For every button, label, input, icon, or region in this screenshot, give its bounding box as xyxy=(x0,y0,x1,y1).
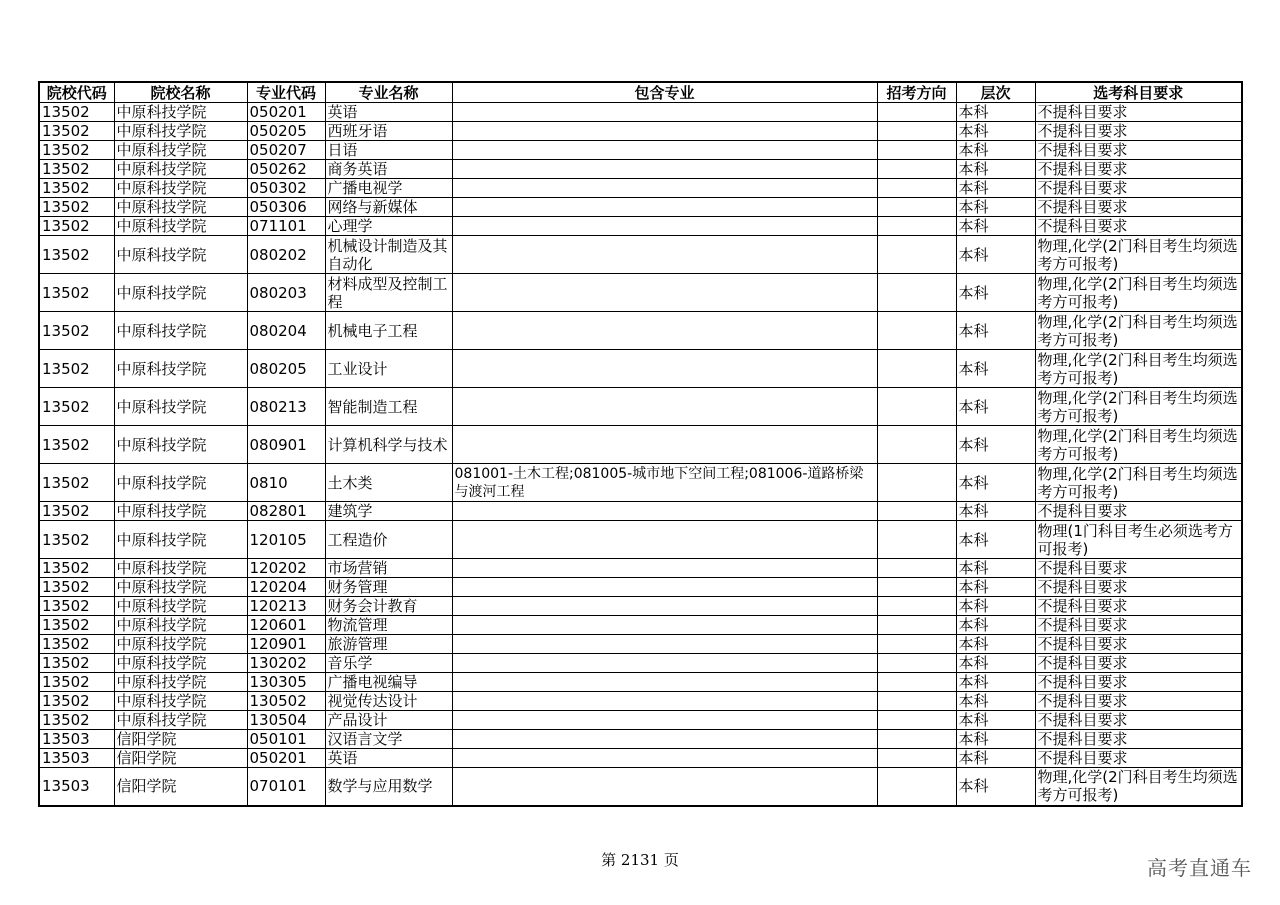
header-school-code: 院校代码 xyxy=(39,82,114,103)
cell-major-code: 120204 xyxy=(247,578,325,597)
table-row xyxy=(39,217,1242,236)
table-row xyxy=(39,635,1242,654)
cell-included-majors xyxy=(452,388,877,426)
cell-level: 本科 xyxy=(956,179,1035,198)
header-row xyxy=(39,82,1242,103)
cell-included-majors xyxy=(452,236,877,274)
cell-major-code: 130504 xyxy=(247,711,325,730)
cell-major-name: 计算机科学与技术 xyxy=(325,426,452,464)
cell-school-code: 13502 xyxy=(39,521,114,559)
cell-requirement: 物理,化学(2门科目考生均须选考方可报考) xyxy=(1035,312,1242,350)
cell-school-code: 13502 xyxy=(39,502,114,521)
cell-included-majors xyxy=(452,502,877,521)
header-level: 层次 xyxy=(956,82,1035,103)
cell-school-name: 中原科技学院 xyxy=(114,559,247,578)
cell-school-code: 13503 xyxy=(39,730,114,749)
cell-school-name: 中原科技学院 xyxy=(114,141,247,160)
cell-requirement: 不提科目要求 xyxy=(1035,711,1242,730)
cell-included-majors xyxy=(452,578,877,597)
cell-requirement: 不提科目要求 xyxy=(1035,578,1242,597)
cell-direction xyxy=(877,388,956,426)
cell-major-name: 工程造价 xyxy=(325,521,452,559)
cell-direction xyxy=(877,179,956,198)
cell-level: 本科 xyxy=(956,464,1035,502)
cell-direction xyxy=(877,198,956,217)
cell-level: 本科 xyxy=(956,217,1035,236)
cell-included-majors xyxy=(452,559,877,578)
cell-level: 本科 xyxy=(956,198,1035,217)
cell-requirement: 不提科目要求 xyxy=(1035,597,1242,616)
cell-major-code: 120105 xyxy=(247,521,325,559)
cell-direction xyxy=(877,711,956,730)
cell-requirement: 不提科目要求 xyxy=(1035,198,1242,217)
table-row xyxy=(39,236,1242,274)
cell-direction xyxy=(877,616,956,635)
cell-level: 本科 xyxy=(956,692,1035,711)
cell-level: 本科 xyxy=(956,559,1035,578)
cell-major-code: 082801 xyxy=(247,502,325,521)
cell-requirement: 不提科目要求 xyxy=(1035,122,1242,141)
cell-school-name: 中原科技学院 xyxy=(114,673,247,692)
cell-included-majors xyxy=(452,635,877,654)
cell-school-name: 信阳学院 xyxy=(114,749,247,768)
cell-direction xyxy=(877,692,956,711)
cell-major-name: 心理学 xyxy=(325,217,452,236)
cell-requirement: 不提科目要求 xyxy=(1035,160,1242,179)
cell-major-name: 音乐学 xyxy=(325,654,452,673)
cell-direction xyxy=(877,559,956,578)
cell-major-code: 050207 xyxy=(247,141,325,160)
cell-direction xyxy=(877,217,956,236)
table-row xyxy=(39,559,1242,578)
cell-requirement: 不提科目要求 xyxy=(1035,635,1242,654)
cell-included-majors xyxy=(452,616,877,635)
cell-major-code: 080213 xyxy=(247,388,325,426)
cell-school-code: 13502 xyxy=(39,198,114,217)
cell-school-code: 13502 xyxy=(39,711,114,730)
table-row xyxy=(39,388,1242,426)
cell-major-name: 英语 xyxy=(325,103,452,122)
cell-major-name: 财务会计教育 xyxy=(325,597,452,616)
cell-school-code: 13502 xyxy=(39,103,114,122)
cell-direction xyxy=(877,749,956,768)
cell-major-code: 050101 xyxy=(247,730,325,749)
cell-school-name: 信阳学院 xyxy=(114,730,247,749)
cell-school-name: 中原科技学院 xyxy=(114,711,247,730)
cell-school-code: 13502 xyxy=(39,635,114,654)
cell-requirement: 不提科目要求 xyxy=(1035,616,1242,635)
cell-major-name: 广播电视学 xyxy=(325,179,452,198)
cell-school-name: 中原科技学院 xyxy=(114,350,247,388)
cell-major-name: 视觉传达设计 xyxy=(325,692,452,711)
cell-school-code: 13502 xyxy=(39,673,114,692)
header-requirement: 选考科目要求 xyxy=(1035,82,1242,103)
cell-major-code: 080205 xyxy=(247,350,325,388)
cell-major-name: 汉语言文学 xyxy=(325,730,452,749)
cell-included-majors xyxy=(452,141,877,160)
cell-requirement: 不提科目要求 xyxy=(1035,103,1242,122)
cell-requirement: 不提科目要求 xyxy=(1035,730,1242,749)
cell-included-majors xyxy=(452,768,877,806)
cell-included-majors xyxy=(452,749,877,768)
table-row xyxy=(39,597,1242,616)
cell-major-code: 050201 xyxy=(247,749,325,768)
cell-school-name: 中原科技学院 xyxy=(114,312,247,350)
cell-requirement: 不提科目要求 xyxy=(1035,673,1242,692)
table-body xyxy=(39,103,1242,806)
cell-major-name: 网络与新媒体 xyxy=(325,198,452,217)
cell-major-code: 050306 xyxy=(247,198,325,217)
table-row xyxy=(39,122,1242,141)
cell-level: 本科 xyxy=(956,768,1035,806)
cell-school-name: 中原科技学院 xyxy=(114,179,247,198)
cell-school-code: 13502 xyxy=(39,597,114,616)
cell-requirement: 物理,化学(2门科目考生均须选考方可报考) xyxy=(1035,768,1242,806)
cell-major-code: 130502 xyxy=(247,692,325,711)
cell-school-code: 13502 xyxy=(39,122,114,141)
cell-school-name: 中原科技学院 xyxy=(114,388,247,426)
cell-school-name: 中原科技学院 xyxy=(114,597,247,616)
table-row xyxy=(39,768,1242,806)
cell-requirement: 不提科目要求 xyxy=(1035,692,1242,711)
cell-school-code: 13502 xyxy=(39,692,114,711)
table-row xyxy=(39,673,1242,692)
cell-level: 本科 xyxy=(956,654,1035,673)
cell-requirement: 不提科目要求 xyxy=(1035,179,1242,198)
cell-direction xyxy=(877,350,956,388)
cell-requirement: 不提科目要求 xyxy=(1035,749,1242,768)
cell-level: 本科 xyxy=(956,141,1035,160)
cell-direction xyxy=(877,597,956,616)
cell-major-name: 机械设计制造及其自动化 xyxy=(325,236,452,274)
cell-level: 本科 xyxy=(956,274,1035,312)
cell-major-name: 市场营销 xyxy=(325,559,452,578)
cell-school-name: 中原科技学院 xyxy=(114,578,247,597)
cell-school-code: 13502 xyxy=(39,578,114,597)
cell-level: 本科 xyxy=(956,597,1035,616)
cell-school-name: 中原科技学院 xyxy=(114,217,247,236)
page-number: 第 2131 页 xyxy=(601,851,679,869)
cell-direction xyxy=(877,635,956,654)
cell-included-majors xyxy=(452,198,877,217)
cell-direction xyxy=(877,312,956,350)
cell-major-name: 旅游管理 xyxy=(325,635,452,654)
cell-requirement: 不提科目要求 xyxy=(1035,654,1242,673)
cell-major-code: 120202 xyxy=(247,559,325,578)
cell-school-name: 中原科技学院 xyxy=(114,654,247,673)
cell-requirement: 不提科目要求 xyxy=(1035,217,1242,236)
header-direction: 招考方向 xyxy=(877,82,956,103)
cell-school-name: 中原科技学院 xyxy=(114,521,247,559)
table-row xyxy=(39,692,1242,711)
cell-school-name: 中原科技学院 xyxy=(114,635,247,654)
cell-direction xyxy=(877,141,956,160)
cell-school-code: 13502 xyxy=(39,426,114,464)
cell-school-code: 13502 xyxy=(39,388,114,426)
admission-table xyxy=(38,81,1243,807)
cell-school-code: 13502 xyxy=(39,274,114,312)
cell-major-name: 工业设计 xyxy=(325,350,452,388)
cell-level: 本科 xyxy=(956,578,1035,597)
cell-major-name: 物流管理 xyxy=(325,616,452,635)
table-row xyxy=(39,464,1242,502)
cell-direction xyxy=(877,122,956,141)
cell-direction xyxy=(877,274,956,312)
cell-major-code: 050201 xyxy=(247,103,325,122)
cell-major-code: 0810 xyxy=(247,464,325,502)
cell-direction xyxy=(877,654,956,673)
cell-major-name: 广播电视编导 xyxy=(325,673,452,692)
cell-direction xyxy=(877,578,956,597)
table-row xyxy=(39,350,1242,388)
cell-requirement: 不提科目要求 xyxy=(1035,559,1242,578)
cell-school-code: 13503 xyxy=(39,749,114,768)
table-row xyxy=(39,654,1242,673)
cell-included-majors xyxy=(452,730,877,749)
cell-requirement: 物理(1门科目考生必须选考方可报考) xyxy=(1035,521,1242,559)
cell-level: 本科 xyxy=(956,312,1035,350)
cell-major-name: 机械电子工程 xyxy=(325,312,452,350)
table-row xyxy=(39,730,1242,749)
cell-included-majors xyxy=(452,597,877,616)
table-row xyxy=(39,103,1242,122)
header-school-name: 院校名称 xyxy=(114,82,247,103)
cell-school-code: 13502 xyxy=(39,179,114,198)
cell-included-majors xyxy=(452,426,877,464)
cell-level: 本科 xyxy=(956,122,1035,141)
cell-school-code: 13502 xyxy=(39,654,114,673)
cell-major-name: 商务英语 xyxy=(325,160,452,179)
cell-requirement: 不提科目要求 xyxy=(1035,141,1242,160)
table-row xyxy=(39,141,1242,160)
table-row xyxy=(39,426,1242,464)
cell-requirement: 不提科目要求 xyxy=(1035,502,1242,521)
cell-included-majors xyxy=(452,350,877,388)
cell-school-name: 中原科技学院 xyxy=(114,160,247,179)
cell-included-majors xyxy=(452,122,877,141)
cell-major-code: 080901 xyxy=(247,426,325,464)
table-row xyxy=(39,521,1242,559)
cell-major-code: 070101 xyxy=(247,768,325,806)
cell-direction xyxy=(877,103,956,122)
header-included-majors: 包含专业 xyxy=(452,82,877,103)
cell-included-majors xyxy=(452,312,877,350)
cell-major-code: 080202 xyxy=(247,236,325,274)
cell-level: 本科 xyxy=(956,103,1035,122)
header-major-name: 专业名称 xyxy=(325,82,452,103)
cell-school-name: 中原科技学院 xyxy=(114,236,247,274)
cell-school-code: 13503 xyxy=(39,768,114,806)
table-row xyxy=(39,578,1242,597)
cell-major-name: 数学与应用数学 xyxy=(325,768,452,806)
table-row xyxy=(39,711,1242,730)
cell-major-name: 财务管理 xyxy=(325,578,452,597)
table-row xyxy=(39,502,1242,521)
cell-major-name: 建筑学 xyxy=(325,502,452,521)
cell-level: 本科 xyxy=(956,236,1035,274)
cell-requirement: 物理,化学(2门科目考生均须选考方可报考) xyxy=(1035,350,1242,388)
cell-included-majors xyxy=(452,160,877,179)
cell-major-code: 120213 xyxy=(247,597,325,616)
cell-direction xyxy=(877,426,956,464)
cell-school-code: 13502 xyxy=(39,312,114,350)
watermark: 高考直通车 xyxy=(1147,856,1252,880)
cell-level: 本科 xyxy=(956,160,1035,179)
cell-school-code: 13502 xyxy=(39,350,114,388)
cell-level: 本科 xyxy=(956,635,1035,654)
cell-school-code: 13502 xyxy=(39,141,114,160)
cell-school-code: 13502 xyxy=(39,616,114,635)
cell-major-name: 日语 xyxy=(325,141,452,160)
cell-major-name: 材料成型及控制工程 xyxy=(325,274,452,312)
cell-direction xyxy=(877,502,956,521)
cell-direction xyxy=(877,160,956,179)
cell-included-majors: 081001-土木工程;081005-城市地下空间工程;081006-道路桥梁与渡河工程 xyxy=(452,464,877,502)
cell-requirement: 物理,化学(2门科目考生均须选考方可报考) xyxy=(1035,388,1242,426)
table-row xyxy=(39,312,1242,350)
cell-school-name: 信阳学院 xyxy=(114,768,247,806)
cell-school-name: 中原科技学院 xyxy=(114,464,247,502)
cell-school-code: 13502 xyxy=(39,160,114,179)
cell-included-majors xyxy=(452,179,877,198)
cell-major-name: 产品设计 xyxy=(325,711,452,730)
cell-direction xyxy=(877,673,956,692)
cell-major-code: 130305 xyxy=(247,673,325,692)
cell-major-name: 西班牙语 xyxy=(325,122,452,141)
cell-level: 本科 xyxy=(956,730,1035,749)
cell-school-code: 13502 xyxy=(39,559,114,578)
cell-level: 本科 xyxy=(956,388,1035,426)
table-row xyxy=(39,616,1242,635)
cell-level: 本科 xyxy=(956,711,1035,730)
cell-major-code: 130202 xyxy=(247,654,325,673)
table-row xyxy=(39,198,1242,217)
cell-included-majors xyxy=(452,711,877,730)
header-major-code: 专业代码 xyxy=(247,82,325,103)
cell-requirement: 物理,化学(2门科目考生均须选考方可报考) xyxy=(1035,464,1242,502)
cell-included-majors xyxy=(452,654,877,673)
cell-level: 本科 xyxy=(956,350,1035,388)
cell-level: 本科 xyxy=(956,521,1035,559)
cell-major-code: 080203 xyxy=(247,274,325,312)
cell-school-name: 中原科技学院 xyxy=(114,616,247,635)
cell-direction xyxy=(877,730,956,749)
cell-school-name: 中原科技学院 xyxy=(114,274,247,312)
cell-level: 本科 xyxy=(956,749,1035,768)
cell-major-code: 071101 xyxy=(247,217,325,236)
cell-requirement: 物理,化学(2门科目考生均须选考方可报考) xyxy=(1035,236,1242,274)
cell-direction xyxy=(877,521,956,559)
cell-major-code: 080204 xyxy=(247,312,325,350)
cell-major-name: 土木类 xyxy=(325,464,452,502)
table-row xyxy=(39,179,1242,198)
cell-school-name: 中原科技学院 xyxy=(114,692,247,711)
cell-school-name: 中原科技学院 xyxy=(114,122,247,141)
cell-included-majors xyxy=(452,274,877,312)
cell-direction xyxy=(877,464,956,502)
table-row xyxy=(39,274,1242,312)
cell-level: 本科 xyxy=(956,426,1035,464)
cell-level: 本科 xyxy=(956,616,1035,635)
cell-major-code: 120601 xyxy=(247,616,325,635)
cell-major-code: 050262 xyxy=(247,160,325,179)
cell-major-code: 050205 xyxy=(247,122,325,141)
cell-included-majors xyxy=(452,692,877,711)
cell-level: 本科 xyxy=(956,502,1035,521)
cell-direction xyxy=(877,768,956,806)
cell-school-code: 13502 xyxy=(39,217,114,236)
cell-school-name: 中原科技学院 xyxy=(114,426,247,464)
cell-requirement: 物理,化学(2门科目考生均须选考方可报考) xyxy=(1035,274,1242,312)
cell-level: 本科 xyxy=(956,673,1035,692)
cell-school-name: 中原科技学院 xyxy=(114,198,247,217)
cell-major-code: 050302 xyxy=(247,179,325,198)
table-row xyxy=(39,749,1242,768)
cell-requirement: 物理,化学(2门科目考生均须选考方可报考) xyxy=(1035,426,1242,464)
cell-major-code: 120901 xyxy=(247,635,325,654)
cell-major-name: 英语 xyxy=(325,749,452,768)
cell-included-majors xyxy=(452,217,877,236)
cell-school-name: 中原科技学院 xyxy=(114,502,247,521)
table-row xyxy=(39,160,1242,179)
cell-school-code: 13502 xyxy=(39,464,114,502)
cell-included-majors xyxy=(452,521,877,559)
cell-school-code: 13502 xyxy=(39,236,114,274)
cell-major-name: 智能制造工程 xyxy=(325,388,452,426)
cell-included-majors xyxy=(452,673,877,692)
cell-direction xyxy=(877,236,956,274)
cell-included-majors xyxy=(452,103,877,122)
cell-school-name: 中原科技学院 xyxy=(114,103,247,122)
